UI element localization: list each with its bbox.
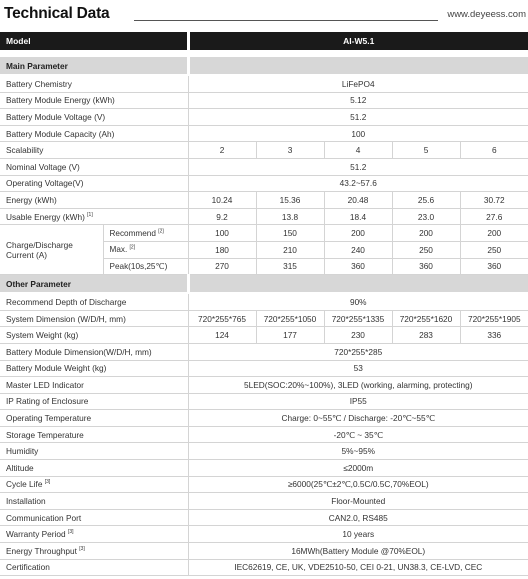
spec-value: 5LED(SOC:20%~100%), 3LED (working, alarming, protecting) <box>188 377 528 394</box>
spec-row-scalability <box>0 142 528 159</box>
spec-value: 15.36 <box>256 192 324 209</box>
spec-value: LiFePO4 <box>188 75 528 92</box>
spec-label: System Dimension (W/D/H, mm) <box>0 310 188 327</box>
section-fill <box>188 275 528 294</box>
spec-value: 43.2~57.6 <box>188 175 528 192</box>
sub-label: Peak(10s,25℃) <box>103 258 188 275</box>
spec-value: 240 <box>324 241 392 258</box>
spec-value: 9.2 <box>188 208 256 225</box>
spec-row-current-recommend <box>0 225 528 242</box>
spec-value: 177 <box>256 327 324 344</box>
spec-label: Energy (kWh) <box>0 192 188 209</box>
spec-value: 283 <box>392 327 460 344</box>
spec-row-led <box>0 377 528 394</box>
spec-label <box>0 526 188 543</box>
spec-row-module-weight <box>0 360 528 377</box>
sub-label <box>103 225 188 242</box>
spec-value: 51.2 <box>188 158 528 175</box>
spec-row-storage-temp <box>0 426 528 443</box>
spec-row-installation <box>0 493 528 510</box>
spec-value: 6 <box>460 142 528 159</box>
spec-value: ≥6000(25℃±2℃,0.5C/0.5C,70%EOL) <box>188 476 528 493</box>
spec-value: 720*255*285 <box>188 343 528 360</box>
spec-value: 51.2 <box>188 109 528 126</box>
spec-label: System Weight (kg) <box>0 327 188 344</box>
footnote-mark: [3] <box>44 479 51 486</box>
website-url: www.deyeess.com <box>447 9 526 20</box>
spec-value: 720*255*765 <box>188 310 256 327</box>
spec-value: 720*255*1335 <box>324 310 392 327</box>
spec-value: 16MWh(Battery Module @70%EOL) <box>188 543 528 560</box>
charge-current-label-line2: Current (A) <box>6 249 48 260</box>
footnote-mark: [3] <box>79 546 85 553</box>
spec-value: 180 <box>188 241 256 258</box>
spec-value: 336 <box>460 327 528 344</box>
spec-value: 100 <box>188 125 528 142</box>
spec-value: 200 <box>324 225 392 242</box>
spec-row-system-dimension <box>0 310 528 327</box>
spec-row-battery-chemistry <box>0 75 528 92</box>
spec-value: 720*255*1050 <box>256 310 324 327</box>
spec-label: Nominal Voltage (V) <box>0 158 188 175</box>
spec-table <box>0 32 528 576</box>
footnote-mark: [2] <box>158 227 164 234</box>
spec-value: 250 <box>392 241 460 258</box>
model-value: AI-W5.1 <box>188 32 528 50</box>
spec-label <box>0 476 188 493</box>
spec-row-cycle-life <box>0 476 528 493</box>
spec-label: Battery Chemistry <box>0 75 188 92</box>
spec-row-comm-port <box>0 509 528 526</box>
spec-value: IEC62619, CE, UK, VDE2510-50, CEI 0-21, UN38.3, CE-LVD, CEC <box>188 559 528 576</box>
spec-value: 18.4 <box>324 208 392 225</box>
spec-label: Recommend Depth of Discharge <box>0 293 188 310</box>
section-title: Other Parameter <box>0 275 188 294</box>
spec-value: ≤2000m <box>188 460 528 477</box>
spec-label: Master LED Indicator <box>0 377 188 394</box>
section-title: Main Parameter <box>0 57 188 75</box>
spec-row-dod <box>0 293 528 310</box>
page-header <box>0 0 528 30</box>
section-fill <box>188 57 528 75</box>
footnote-mark: [2] <box>129 244 136 251</box>
spec-value: 270 <box>188 258 256 275</box>
model-label: Model <box>0 32 188 50</box>
spec-value: 13.8 <box>256 208 324 225</box>
section-main-parameter <box>0 57 528 75</box>
spec-value: 23.0 <box>392 208 460 225</box>
spec-value: 250 <box>460 241 528 258</box>
sub-label-text: Recommend <box>109 228 156 238</box>
charge-current-label <box>0 225 103 275</box>
spec-value: 27.6 <box>460 208 528 225</box>
spec-value: IP55 <box>188 393 528 410</box>
spec-value: 10.24 <box>188 192 256 209</box>
spacer <box>0 50 528 57</box>
spec-row-altitude <box>0 460 528 477</box>
spec-row-warranty <box>0 526 528 543</box>
spec-value: 200 <box>460 225 528 242</box>
spec-value: 200 <box>392 225 460 242</box>
spec-value: 90% <box>188 293 528 310</box>
footnote-mark: [3] <box>67 529 74 536</box>
spec-row-module-capacity <box>0 125 528 142</box>
spec-label: Battery Module Dimension(W/D/H, mm) <box>0 343 188 360</box>
spec-label: Scalability <box>0 142 188 159</box>
title-rule <box>134 20 438 21</box>
spec-value: -20℃ ~ 35℃ <box>188 426 528 443</box>
spec-label-text: Cycle Life <box>6 479 43 490</box>
sub-label <box>103 241 188 258</box>
spec-row-humidity <box>0 443 528 460</box>
spec-label: Altitude <box>0 460 188 477</box>
spec-label: Operating Temperature <box>0 410 188 427</box>
spec-label: Storage Temperature <box>0 426 188 443</box>
spec-row-throughput <box>0 543 528 560</box>
spec-row-usable-energy <box>0 208 528 225</box>
charge-current-label-line1: Charge/Discharge <box>6 239 73 250</box>
spec-value: 720*255*1620 <box>392 310 460 327</box>
spec-label: Humidity <box>0 443 188 460</box>
spec-label: Certification <box>0 559 188 576</box>
sub-label-text: Max. <box>109 245 128 255</box>
spec-label: Battery Module Energy (kWh) <box>0 92 188 109</box>
spec-value: 150 <box>256 225 324 242</box>
spec-value: 720*255*1905 <box>460 310 528 327</box>
spec-label: IP Rating of Enclosure <box>0 393 188 410</box>
spec-label <box>0 543 188 560</box>
spec-label: Communication Port <box>0 509 188 526</box>
spec-value: 360 <box>460 258 528 275</box>
spec-label-text: Warranty Period <box>6 529 66 540</box>
spec-label: Operating Voltage(V) <box>0 175 188 192</box>
spec-value: 315 <box>256 258 324 275</box>
spec-row-module-voltage <box>0 109 528 126</box>
spec-value: 20.48 <box>324 192 392 209</box>
spec-value: 4 <box>324 142 392 159</box>
spec-label: Battery Module Capacity (Ah) <box>0 125 188 142</box>
spec-value: 25.6 <box>392 192 460 209</box>
spec-value: Floor-Mounted <box>188 493 528 510</box>
spec-row-system-weight <box>0 327 528 344</box>
spec-value: 2 <box>188 142 256 159</box>
spec-row-nominal-voltage <box>0 158 528 175</box>
spec-label-text: Usable Energy (kWh) <box>6 211 85 222</box>
spec-value: 230 <box>324 327 392 344</box>
spec-value: 5%~95% <box>188 443 528 460</box>
spec-label: Battery Module Voltage (V) <box>0 109 188 126</box>
spec-row-module-dimension <box>0 343 528 360</box>
spec-value: 3 <box>256 142 324 159</box>
spec-row-module-energy <box>0 92 528 109</box>
spec-row-operating-temp <box>0 410 528 427</box>
model-row <box>0 32 528 50</box>
spec-label: Battery Module Weight (kg) <box>0 360 188 377</box>
spec-label: Installation <box>0 493 188 510</box>
spec-row-certification <box>0 559 528 576</box>
spec-value: 210 <box>256 241 324 258</box>
spec-value: 5.12 <box>188 92 528 109</box>
spec-label-text: Energy Throughput <box>6 545 77 556</box>
spec-value: 10 years <box>188 526 528 543</box>
spec-row-ip-rating <box>0 393 528 410</box>
spec-label <box>0 208 188 225</box>
spec-value: 360 <box>392 258 460 275</box>
spec-row-energy <box>0 192 528 209</box>
spec-value: 100 <box>188 225 256 242</box>
spec-value: 5 <box>392 142 460 159</box>
spec-value: 360 <box>324 258 392 275</box>
section-other-parameter <box>0 275 528 294</box>
spec-value: CAN2.0, RS485 <box>188 509 528 526</box>
spec-value: 124 <box>188 327 256 344</box>
spec-value: 53 <box>188 360 528 377</box>
footnote-mark: [1] <box>87 211 93 218</box>
spec-row-operating-voltage <box>0 175 528 192</box>
page-title: Technical Data <box>4 5 110 22</box>
spec-value: 30.72 <box>460 192 528 209</box>
spec-value: Charge: 0~55℃ / Discharge: -20℃~55℃ <box>188 410 528 427</box>
